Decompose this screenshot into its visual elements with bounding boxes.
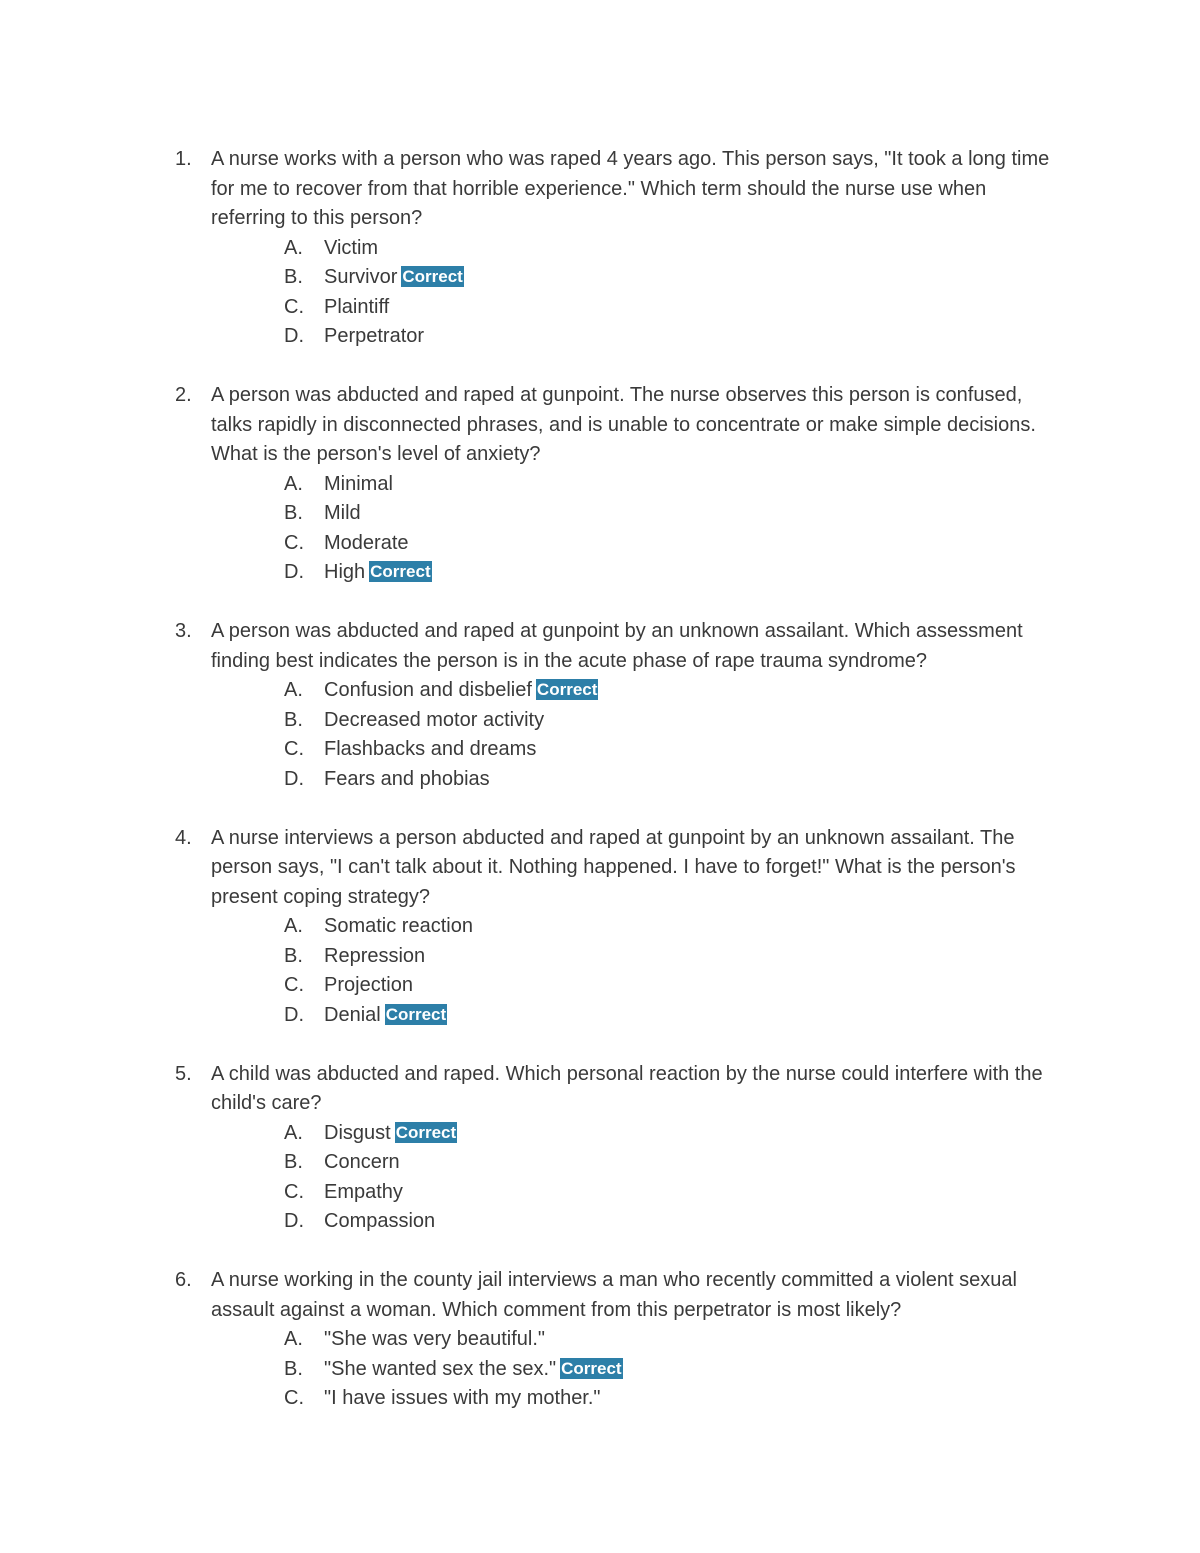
option-letter: A. [284, 679, 303, 701]
option-text [324, 942, 425, 972]
question-5 [0, 1060, 1200, 1237]
question-number: 2. [175, 384, 192, 406]
answer-option [0, 499, 1200, 529]
answer-option [0, 1325, 1200, 1355]
option-letter: D. [284, 1003, 304, 1026]
option-letter: C. [284, 1387, 304, 1409]
answer-options [0, 470, 1200, 588]
option-text [324, 765, 490, 795]
question-text: A person was abducted and raped at gunpoint. The nurse observes this person is confused, talks rapidly in disconnected phrases, and is unable to concentrate or make simple decisions. What is the person's level of anxiety? [211, 384, 1036, 465]
answer-option [0, 234, 1200, 264]
option-text [324, 263, 464, 293]
answer-option [0, 912, 1200, 942]
correct-badge: Correct [561, 1358, 622, 1378]
option-label: Empathy [324, 1180, 403, 1203]
answer-option [0, 1148, 1200, 1178]
option-letter: B. [284, 502, 303, 524]
answer-option [0, 322, 1200, 352]
option-text [324, 1325, 545, 1355]
correct-badge: Correct [370, 562, 431, 581]
option-label: "She wanted sex the sex." [324, 1357, 557, 1380]
option-text [324, 293, 389, 323]
question-text: A nurse works with a person who was raped 4 years ago. This person says, "It took a long time for me to recover from that horrible experience." Which term should the nurse use when referring to this person? [211, 148, 1050, 229]
question-text: A child was abducted and raped. Which personal reaction by the nurse could interfere with the child's care? [211, 1062, 1043, 1114]
option-letter: D. [284, 767, 304, 790]
answer-option [0, 942, 1200, 972]
answer-option [0, 706, 1200, 736]
option-letter: B. [284, 708, 303, 731]
answer-option [0, 1384, 1200, 1414]
option-label: Perpetrator [324, 325, 425, 347]
option-letter: B. [284, 1357, 303, 1380]
option-text [324, 1207, 435, 1237]
option-text [324, 234, 378, 264]
answer-options [0, 912, 1200, 1030]
option-letter: C. [284, 531, 304, 554]
question-number: 3. [175, 620, 192, 642]
answer-option [0, 1001, 1200, 1031]
option-letter: A. [284, 915, 303, 937]
option-label: Repression [324, 944, 426, 967]
option-text [324, 1119, 457, 1149]
question-text: A nurse working in the county jail interviews a man who recently committed a violent sexual assault against a woman. Which comment from this perpetrator is most likely? [211, 1269, 1017, 1321]
answer-option [0, 971, 1200, 1001]
option-text [324, 706, 544, 736]
option-letter: D. [284, 325, 304, 347]
option-label: Minimal [324, 472, 393, 495]
option-letter: C. [284, 974, 304, 996]
answer-option [0, 1119, 1200, 1149]
answer-option [0, 470, 1200, 500]
answer-option [0, 765, 1200, 795]
correct-badge: Correct [385, 1004, 447, 1024]
answer-option [0, 1355, 1200, 1385]
option-letter: B. [284, 944, 303, 967]
answer-option [0, 529, 1200, 559]
option-label: Confusion and disbelief [324, 679, 532, 701]
answer-option [0, 735, 1200, 765]
question-number: 4. [175, 826, 192, 849]
option-label: Compassion [324, 1210, 436, 1232]
option-letter: D. [284, 561, 304, 583]
answer-option [0, 263, 1200, 293]
question-3 [0, 617, 1200, 794]
option-label: Fears and phobias [324, 767, 490, 790]
option-text [324, 912, 473, 942]
answer-options [0, 1325, 1200, 1414]
option-label: "She was very beautiful." [324, 1328, 545, 1350]
option-letter: C. [284, 738, 304, 760]
option-letter: C. [284, 295, 304, 318]
correct-badge: Correct [536, 680, 598, 699]
option-label: Disgust [324, 1121, 391, 1144]
option-text [324, 558, 432, 588]
answer-option [0, 676, 1200, 706]
option-letter: A. [284, 236, 303, 259]
question-2 [0, 381, 1200, 588]
question-text: A person was abducted and raped at gunpoint by an unknown assailant. Which assessment finding best indicates the person is in the acute phase of rape trauma syndrome? [211, 620, 1023, 672]
answer-options [0, 676, 1200, 794]
option-text [324, 1148, 400, 1178]
option-text [324, 1001, 447, 1031]
question-6 [0, 1266, 1200, 1414]
option-label: Somatic reaction [324, 915, 473, 937]
answer-option [0, 1178, 1200, 1208]
option-text [324, 529, 409, 559]
option-text [324, 499, 361, 529]
question-number: 6. [175, 1269, 192, 1291]
option-text [324, 470, 393, 500]
question-number: 1. [175, 148, 192, 170]
option-text [324, 1178, 403, 1208]
option-letter: C. [284, 1180, 304, 1203]
option-label: Decreased motor activity [324, 708, 545, 731]
option-text [324, 322, 424, 352]
option-label: Flashbacks and dreams [324, 738, 537, 760]
option-label: Victim [324, 236, 379, 259]
option-text [324, 735, 536, 765]
option-label: Denial [324, 1003, 381, 1026]
correct-badge: Correct [395, 1122, 457, 1142]
option-letter: A. [284, 1121, 303, 1144]
option-letter: D. [284, 1210, 304, 1232]
option-label: "I have issues with my mother." [324, 1387, 601, 1409]
option-text [324, 676, 598, 706]
question-4 [0, 824, 1200, 1031]
option-label: Projection [324, 974, 413, 996]
option-letter: A. [284, 472, 303, 495]
question-number: 5. [175, 1062, 192, 1085]
option-label: Concern [324, 1151, 400, 1173]
quiz-document [0, 145, 1200, 1414]
question-1 [0, 145, 1200, 352]
option-label: Plaintiff [324, 295, 390, 318]
option-letter: B. [284, 1151, 303, 1173]
option-label: Moderate [324, 531, 409, 554]
answer-option [0, 293, 1200, 323]
answer-option [0, 1207, 1200, 1237]
correct-badge: Correct [402, 267, 463, 286]
option-text [324, 1384, 601, 1414]
option-label: High [324, 561, 366, 583]
option-label: Mild [324, 502, 361, 524]
option-letter: B. [284, 266, 303, 288]
option-text [324, 1355, 623, 1385]
option-text [324, 971, 413, 1001]
option-label: Survivor [324, 266, 398, 288]
question-text: A nurse interviews a person abducted and raped at gunpoint by an unknown assailant. The person says, "I can't talk about it. Nothing happened. I have to forget!" What is the person's present coping strategy? [211, 826, 1016, 908]
answer-option [0, 558, 1200, 588]
option-letter: A. [284, 1328, 303, 1350]
answer-options [0, 234, 1200, 352]
answer-options [0, 1119, 1200, 1237]
